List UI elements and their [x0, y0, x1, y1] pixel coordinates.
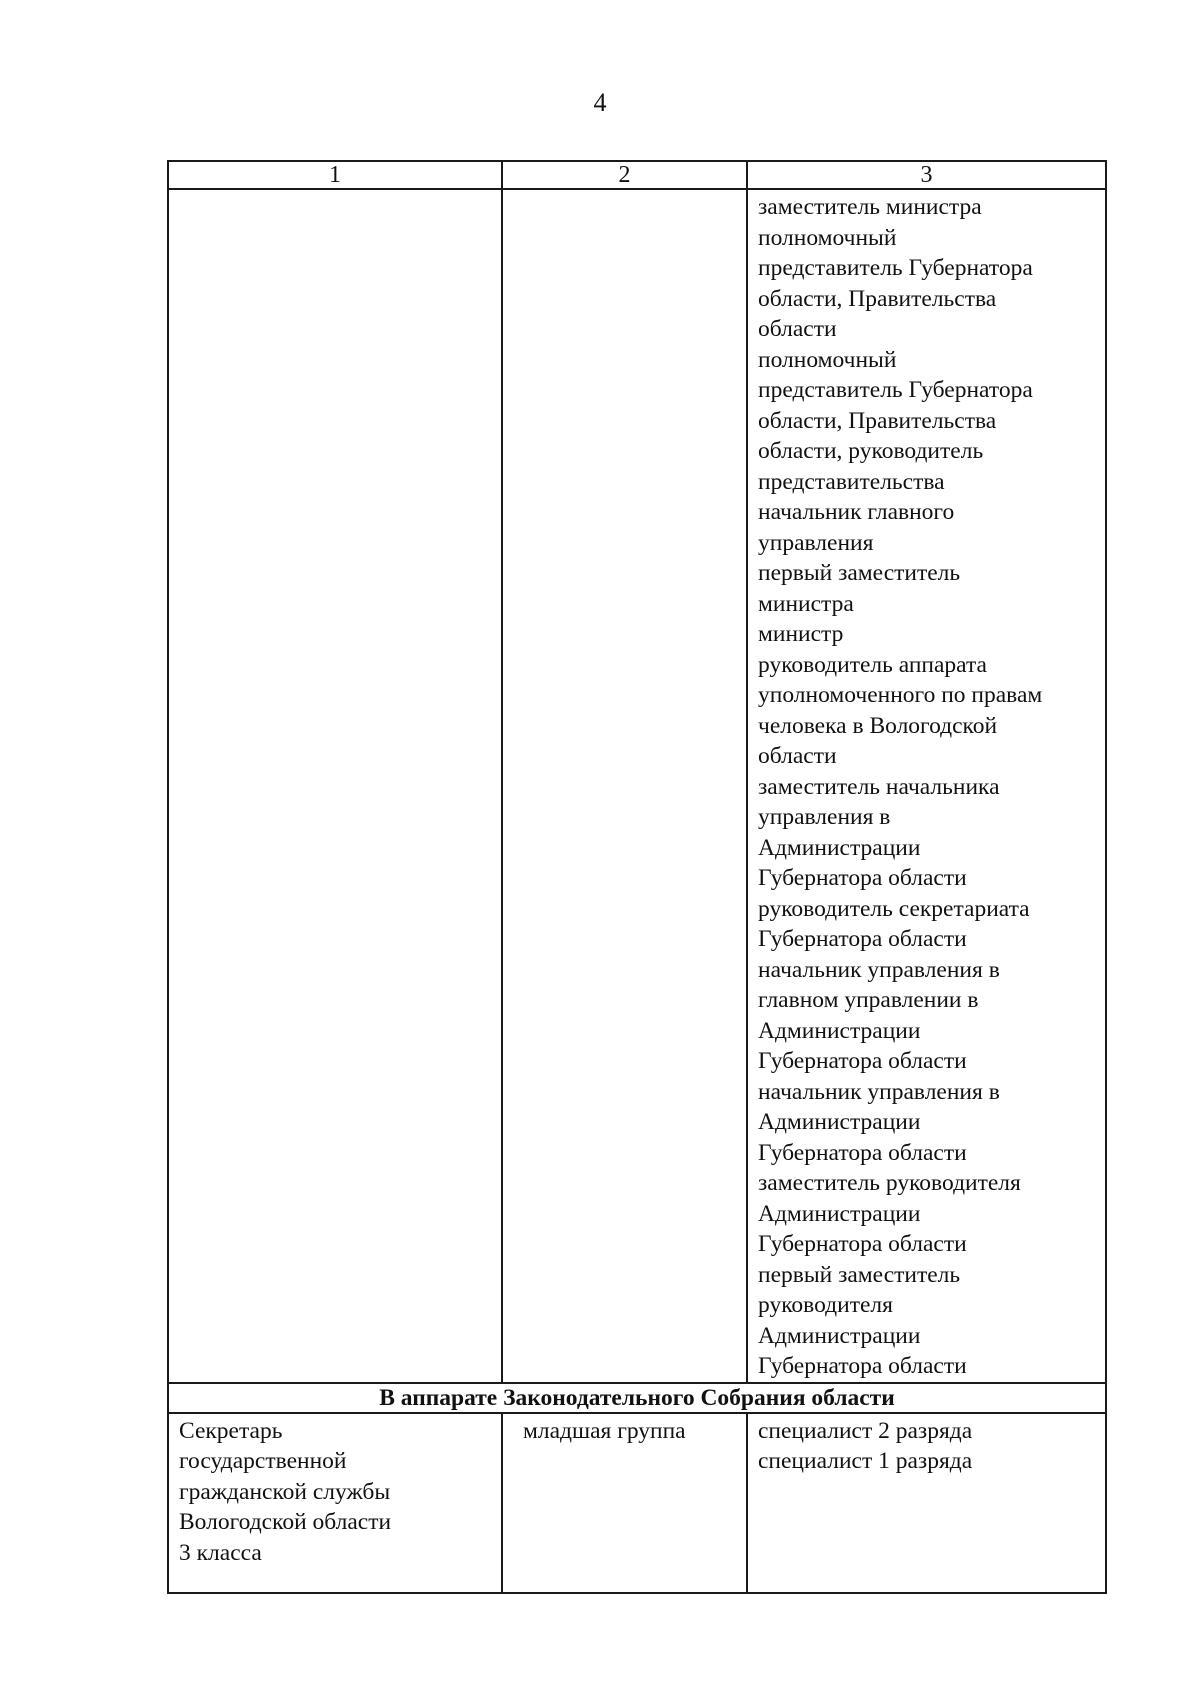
position-line: области — [758, 316, 837, 342]
position-line: начальник главного — [758, 499, 955, 525]
position-line: Администрации — [758, 1200, 921, 1227]
position-line: управления — [758, 529, 874, 556]
position-line: представитель Губернатора — [758, 377, 1033, 403]
position-line: первый заместитель — [758, 560, 961, 586]
group-cell: младшая группа — [502, 1413, 747, 1593]
continued-row — [168, 189, 1106, 1383]
class-cell — [168, 1413, 502, 1593]
section-title: В аппарате Законодательного Собрания области — [168, 1383, 1106, 1413]
position-line: Администрации — [758, 834, 921, 861]
position-line: представительства — [758, 468, 945, 495]
position-line: начальник управления в — [758, 1078, 1000, 1105]
position-line: руководитель секретариата — [758, 895, 1030, 922]
positions-table — [167, 160, 1107, 1594]
position-line: заместитель министра — [758, 194, 982, 220]
position-line: Губернатора области — [758, 865, 967, 891]
position-line: руководитель аппарата — [758, 651, 987, 678]
continued-class-cell — [168, 189, 502, 1383]
header-col-3: 3 — [747, 161, 1106, 189]
position-line: области — [758, 743, 837, 769]
position-line: Администрации — [758, 1322, 921, 1349]
class-line: Вологодской области — [179, 1509, 392, 1535]
position-line: Губернатора области — [758, 1231, 967, 1257]
position-line: области, руководитель — [758, 438, 984, 464]
position-line: полномочный — [758, 224, 897, 251]
position-line: Губернатора области — [758, 1353, 967, 1379]
position-line: главном управлении в — [758, 987, 979, 1013]
page-number: 4 — [593, 88, 607, 117]
header-col-1: 1 — [168, 161, 502, 189]
class-line: государственной — [179, 1448, 347, 1474]
class-line: Секретарь — [179, 1417, 283, 1444]
position-line: Администрации — [758, 1109, 921, 1135]
position-line: начальник управления в — [758, 956, 1000, 983]
header-row — [168, 161, 1106, 189]
position-line: области, Правительства — [758, 407, 997, 434]
position-line: управления в — [758, 804, 891, 830]
position-line: руководителя — [758, 1292, 893, 1318]
position-line: Губернатора области — [758, 926, 967, 952]
table-row — [168, 1413, 1106, 1593]
header-col-2: 2 — [502, 161, 747, 189]
continued-group-cell — [502, 189, 747, 1383]
position-line: области, Правительства — [758, 285, 997, 312]
position-line: специалист 2 разряда — [758, 1417, 973, 1444]
position-line: полномочный — [758, 346, 897, 373]
positions-cell — [747, 1413, 1106, 1593]
position-line: министра — [758, 590, 854, 617]
position-line: человека в Вологодской — [758, 712, 998, 739]
position-line: представитель Губернатора — [758, 255, 1033, 281]
class-line: гражданской службы — [179, 1478, 391, 1505]
position-line: Губернатора области — [758, 1048, 967, 1074]
position-line: Губернатора области — [758, 1139, 967, 1166]
position-line: уполномоченного по правам — [758, 682, 1043, 708]
position-line: министр — [758, 621, 844, 647]
position-line: заместитель руководителя — [758, 1170, 1021, 1196]
position-line: заместитель начальника — [758, 773, 1000, 800]
section-row — [168, 1383, 1106, 1413]
class-line: 3 класса — [179, 1539, 262, 1566]
position-line: первый заместитель — [758, 1261, 961, 1288]
position-line: специалист 1 разряда — [758, 1448, 973, 1474]
continued-positions-cell — [747, 189, 1106, 1383]
position-line: Администрации — [758, 1017, 921, 1044]
